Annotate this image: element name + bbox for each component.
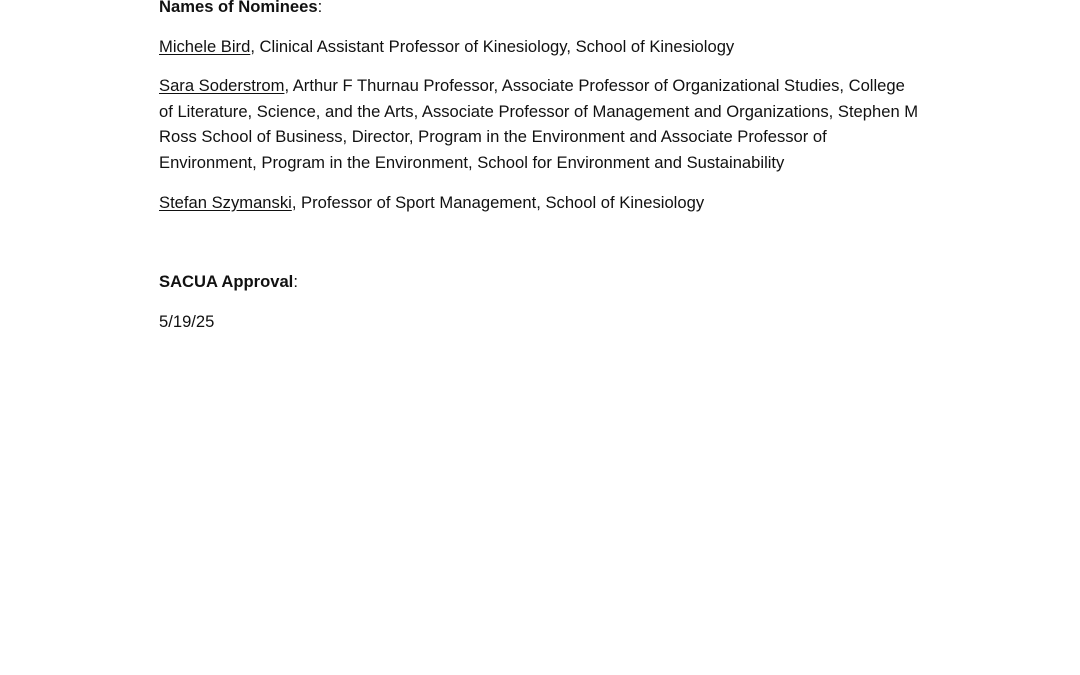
nominees-heading-line — [159, 0, 919, 20]
nominee-name-3: Stefan Szymanski — [159, 192, 292, 212]
nominees-heading-colon: : — [317, 0, 323, 16]
nominee-details-3: , Professor of Sport Management, School of Kinesiology — [291, 192, 705, 212]
nominee-name-1: Michele Bird — [159, 36, 251, 56]
nominee-name-2: Sara Soderstrom — [159, 76, 285, 96]
nominees-heading: Names of Nominees — [159, 0, 318, 16]
nominee-details-2: , Arthur F Thurnau Professor, Associate Professor of Organizational Studies, College of Literature, Science, and the Arts, Associate Professor of Management and Organizations, Stephen M Ross School of Business, Director, Program in the Environment and Associate Professor of Environment, Program in the Environment, School for Environment and Sustainability — [159, 76, 919, 172]
nominee-entry-2 — [159, 73, 919, 175]
nominee-entry-3 — [159, 190, 919, 216]
approval-heading-colon: : — [293, 272, 298, 292]
nominee-details-1: , Clinical Assistant Professor of Kinesiology, School of Kinesiology — [250, 36, 735, 56]
approval-date: 5/19/25 — [159, 311, 215, 331]
approval-heading-line — [159, 269, 919, 295]
nominee-entry-1 — [159, 34, 919, 60]
document-page — [159, 0, 919, 334]
approval-heading: SACUA Approval — [159, 272, 294, 292]
